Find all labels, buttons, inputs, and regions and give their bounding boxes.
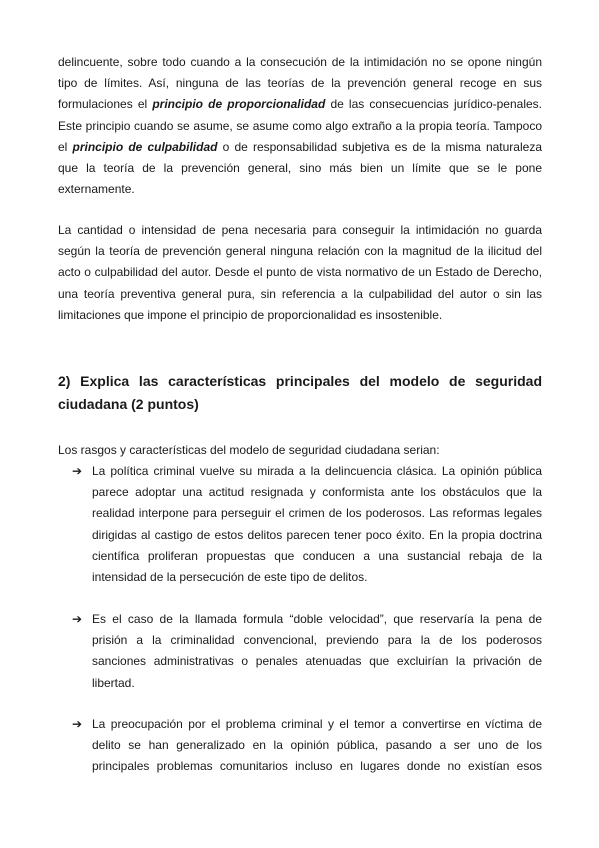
text-line: Este principio cuando se asume, se asume como algo extraño a la propia teoría. Tampoco [58,118,542,133]
heading-line: 2) Explica las características principales del modelo de seguridad [58,373,542,389]
list-item [72,609,542,694]
text-line: acto o culpabilidad del autor. Desde el punto de vista normativo de un Estado de Derecho, [58,265,542,280]
text-line: La cantidad o intensidad de pena necesaria para conseguir la intimidación no guarda [58,223,542,237]
text-line: principales problemas comunitarios incluso en lugares donde no existían esos [92,759,542,774]
text-line: La preocupación por el problema criminal y el temor a convertirse en víctima de [92,717,542,731]
intro-line [58,440,542,461]
text-line: Los rasgos y características del modelo de seguridad ciudadana serian: [58,443,440,457]
text-line: una teoría preventiva general pura, sin referencia a la culpabilidad del autor o sin las [58,286,542,301]
text-line: delito se han generalizado en la opinión pública, pasando a ser uno de los [92,738,542,753]
text-line: parece adoptar una actitud resignada y conformista ante los obstáculos que la [92,485,542,500]
text-line: tipo de límites. Así, ninguna de las teorías de la prevención general recoge en sus [58,76,542,91]
paragraph-prevention-limits [58,52,542,200]
text-line: sanciones administrativas o penales atenuadas que excluirían la privación de [92,654,542,669]
text-line: delincuente, sobre todo cuando a la consecución de la intimidación no se opone ningún [58,55,542,69]
text-line: prisión a la criminalidad convencional, previendo para la de los poderosos [92,633,542,648]
text-line: realidad interpone para perseguir el crimen de los poderosos. Las reformas legales [92,506,542,521]
text-line: científica proliferan propuestas que conducen a una sustancial rebaja de la [92,548,542,563]
term-proporcionalidad: principio de proporcionalidad [152,97,326,112]
arrow-bullet-icon: ➔ [72,717,83,731]
question-heading [58,370,542,415]
text-line: formulaciones el principio de proporcionalidad de las consecuencias jurídico-penales. [58,97,542,112]
text-line: según la teoría de prevención general ninguna relación con la magnitud de la ilicitud del [58,244,542,259]
text-line: intensidad de la persecución de este tipo de delitos. [92,570,368,585]
arrow-bullet-icon: ➔ [72,612,83,626]
text-line: limitaciones que impone el principio de proporcionalidad es insostenible. [58,307,443,322]
text-line: el principio de culpabilidad o de responsabilidad subjetiva es de la misma naturaleza [58,139,542,154]
text-line: dirigidas al castigo de estos delitos parecen tener poco éxito. En la propia doctrina [92,527,542,542]
text-line: que la teoría de la prevención general, sino más bien un límite que se le pone [58,161,542,176]
list-item [72,461,542,588]
term-culpabilidad: principio de culpabilidad [72,139,218,154]
heading-line: ciudadana (2 puntos) [58,395,199,412]
list-item [72,714,542,778]
text-line: libertad. [92,675,135,690]
text-line: La política criminal vuelve su mirada a la delincuencia clásica. La opinión pública [92,464,542,478]
paragraph-intimidation [58,220,542,326]
text-line: Es el caso de la llamada formula “doble velocidad”, que reservaría la pena de [92,612,542,626]
arrow-bullet-icon: ➔ [72,464,83,478]
text-line: externamente. [58,182,135,197]
